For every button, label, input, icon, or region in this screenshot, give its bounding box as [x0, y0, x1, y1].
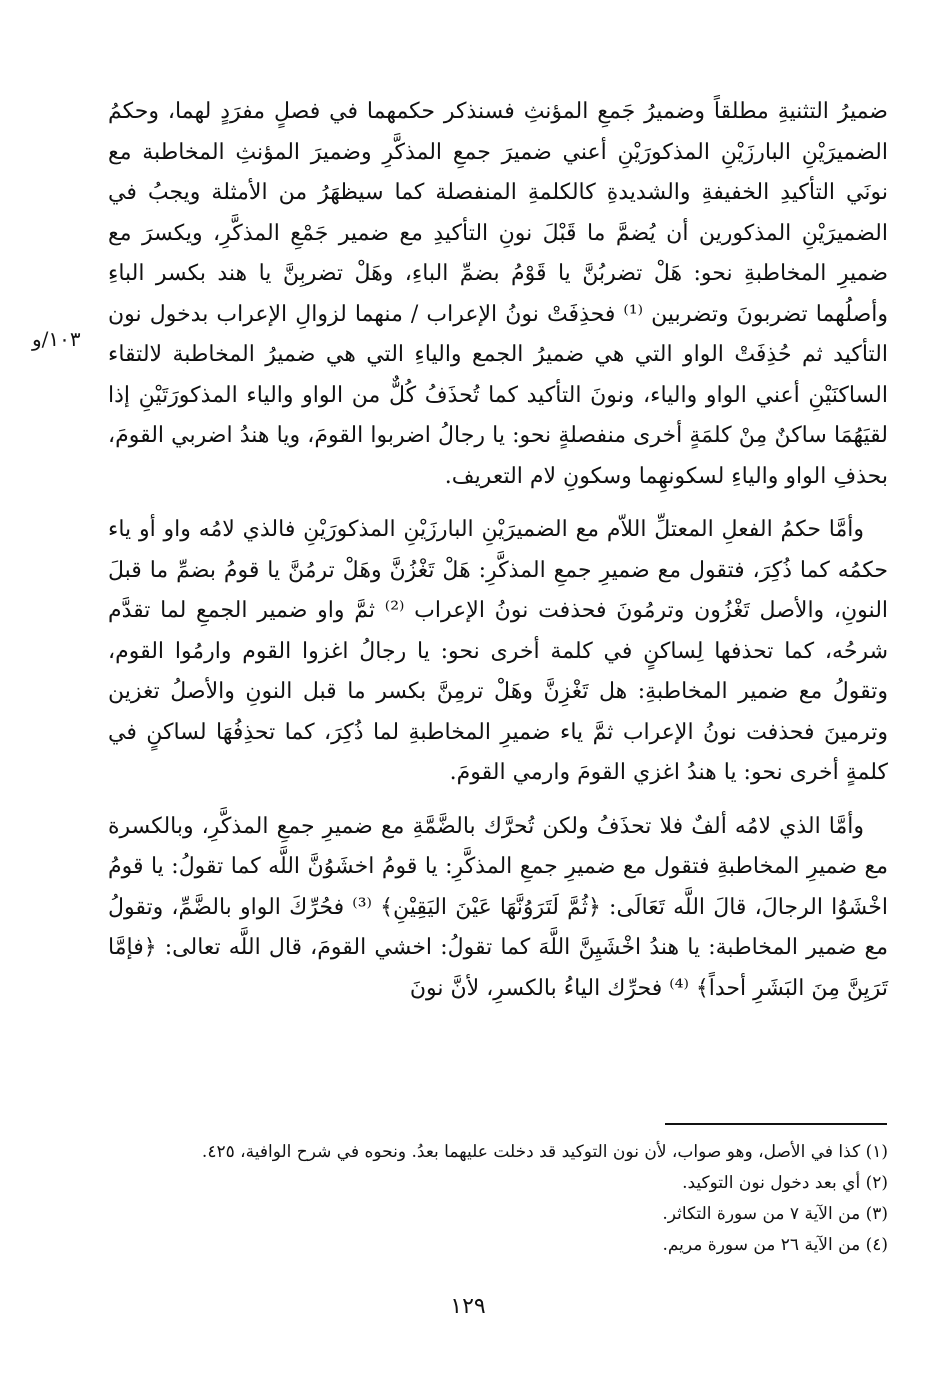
footnote-2: (٢) أي بعد دخول نون التوكيد.: [682, 1173, 888, 1193]
footnote-4: (٤) من الآية ٢٦ من سورة مريم.: [662, 1235, 888, 1255]
footnotes: [120, 1137, 888, 1261]
footnote-separator: [665, 1123, 887, 1125]
paragraph-3: وأمَّا الذي لامُه ألفٌ فلا تحذَفُ ولكن تُحرَّك بالضَّمَّةِ مع ضميرِ جمعِ المذكَّرِ، وبالكسرة مع ضميرِ المخاطبةِ فتقول مع ضميرِ جمعِ المذكَّرِ: يا قومُ اخشَوُنَّ اللَّه كما تقولُ: يا قومُ اخْشَوُا الرجالَ، قالَ اللَّه تَعَالَى: ﴿ثُمَّ لَتَرَوُنَّهَا عَيْنَ اليَقِيْنِ﴾ ⁽³⁾ فحُرِّكَ الواو بالضَّمِّ، وتقولُ مع ضمير المخاطبة: يا هندُ اخْشَيِنَّ اللَّهَ كما تقولُ: اخشي القومَ، قال اللَّه تعالى: ﴿فإمَّا تَرَيِنَّ مِنَ البَشَرِ أحداً﴾ ⁽⁴⁾ فحرِّك الياءُ بالكسرِ، لأنَّ نونَ: [108, 813, 889, 1001]
page-number: ١٢٩: [450, 1294, 486, 1319]
paragraph-1: ضميرُ التثنيةِ مطلقاً وضميرُ جَمعِ المؤنثِ فسنذكر حكمهما في فصلٍ مفرَدٍ لهما، وحكمُ الضميرَيْنِ البارزَيْنِ المذكورَيْنِ أعني ضميرَ جمعِ المذكَّرِ وضميرَ المؤنثِ المخاطبة مع نونَي التأكيدِ الخفيفةِ والشديدةِ كالكلمةِ المنفصلة كما سيظهَرُ من الأمثلة ويجبُ في الضميرَيْنِ المذكورين أن يُضمَّ ما قَبْلَ نونِ التأكيدِ مع ضمير جَمْعِ المذكَّرِ، ويكسرَ مع ضميرِ المخاطبةِ نحو: هَلْ تضربُنَّ يا قَوْمُ بضمِّ الباءِ، وهَلْ تضربِنَّ يا هند بكسر الباءِ وأصلُهما تضربونَ وتضربين ⁽¹⁾ فحذِفَتْ نونُ الإعراب / منهما لزوالِ الإعراب بدخول نون التأكيد ثم حُذِفَتْ الواو التي هي ضميرُ الجمع والياءِ التي هي ضميرُ المخاطبة لالتقاء الساكنَيْنِ أعني الواو والياء، ونونَ التأكيد كما تُحذَفُ كُلٌّ من الواو والياء المذكورَتَيْنِ إذا لقيَهُمَا ساكنٌ مِنْ كلمَةٍ أخرى منفصلةٍ نحو: يا رجالُ اضربوا القومَ، ويا هندُ اضربي القومَ، بحذفِ الواو والياءِ لسكونهِما وسكونِ لام التعريف.: [108, 99, 889, 489]
manuscript-folio-note: ١٠٣/و: [32, 327, 81, 351]
paragraph-2: وأمَّا حكمُ الفعلِ المعتلِّ اللاّم مع الضميرَيْنِ البارزَيْنِ المذكورَيْنِ فالذي لامُه واو أو ياء حكمُه كما ذُكِرَ، فتقول مع ضميرِ جمعِ المذكَّرِ: هَلْ تَغْزُنَّ وهَلْ ترمُنَّ يا قومُ بضمِّ ما قبلَ النونِ، والأصل تَغْزُون وترمُونَ فحذفت نونُ الإعراب ⁽²⁾ ثمَّ واو ضمير الجمعِ لما تقدَّم شرحُه، كما تحذفها لِساكنٍ في كلمة أخرى نحو: يا رجالُ اغزوا القوم وارمُوا القوم، وتقولُ مع ضمير المخاطبةِ: هل تَغْزِنَّ وهَلْ ترمِنَّ بكسر ما قبل النونِ والأصلُ تغزين وترمينَ فحذفت نونُ الإعراب ثمَّ ياء ضميرِ المخاطبةِ لما ذُكِرَ، كما تحذِفُهَا لساكنٍ في كلمةٍ أخرى نحو: يا هندُ اغزي القومَ وارمي القومَ.: [108, 517, 889, 785]
footnote-1: (١) كذا في الأصل، وهو صواب، لأن نون التوكيد قد دخلت عليهما بعدُ. ونحوه في شرح الوافية، ٤٢٥.: [201, 1142, 888, 1162]
main-text: [108, 92, 888, 1009]
footnote-3: (٣) من الآية ٧ من سورة التكاثر.: [662, 1204, 888, 1224]
